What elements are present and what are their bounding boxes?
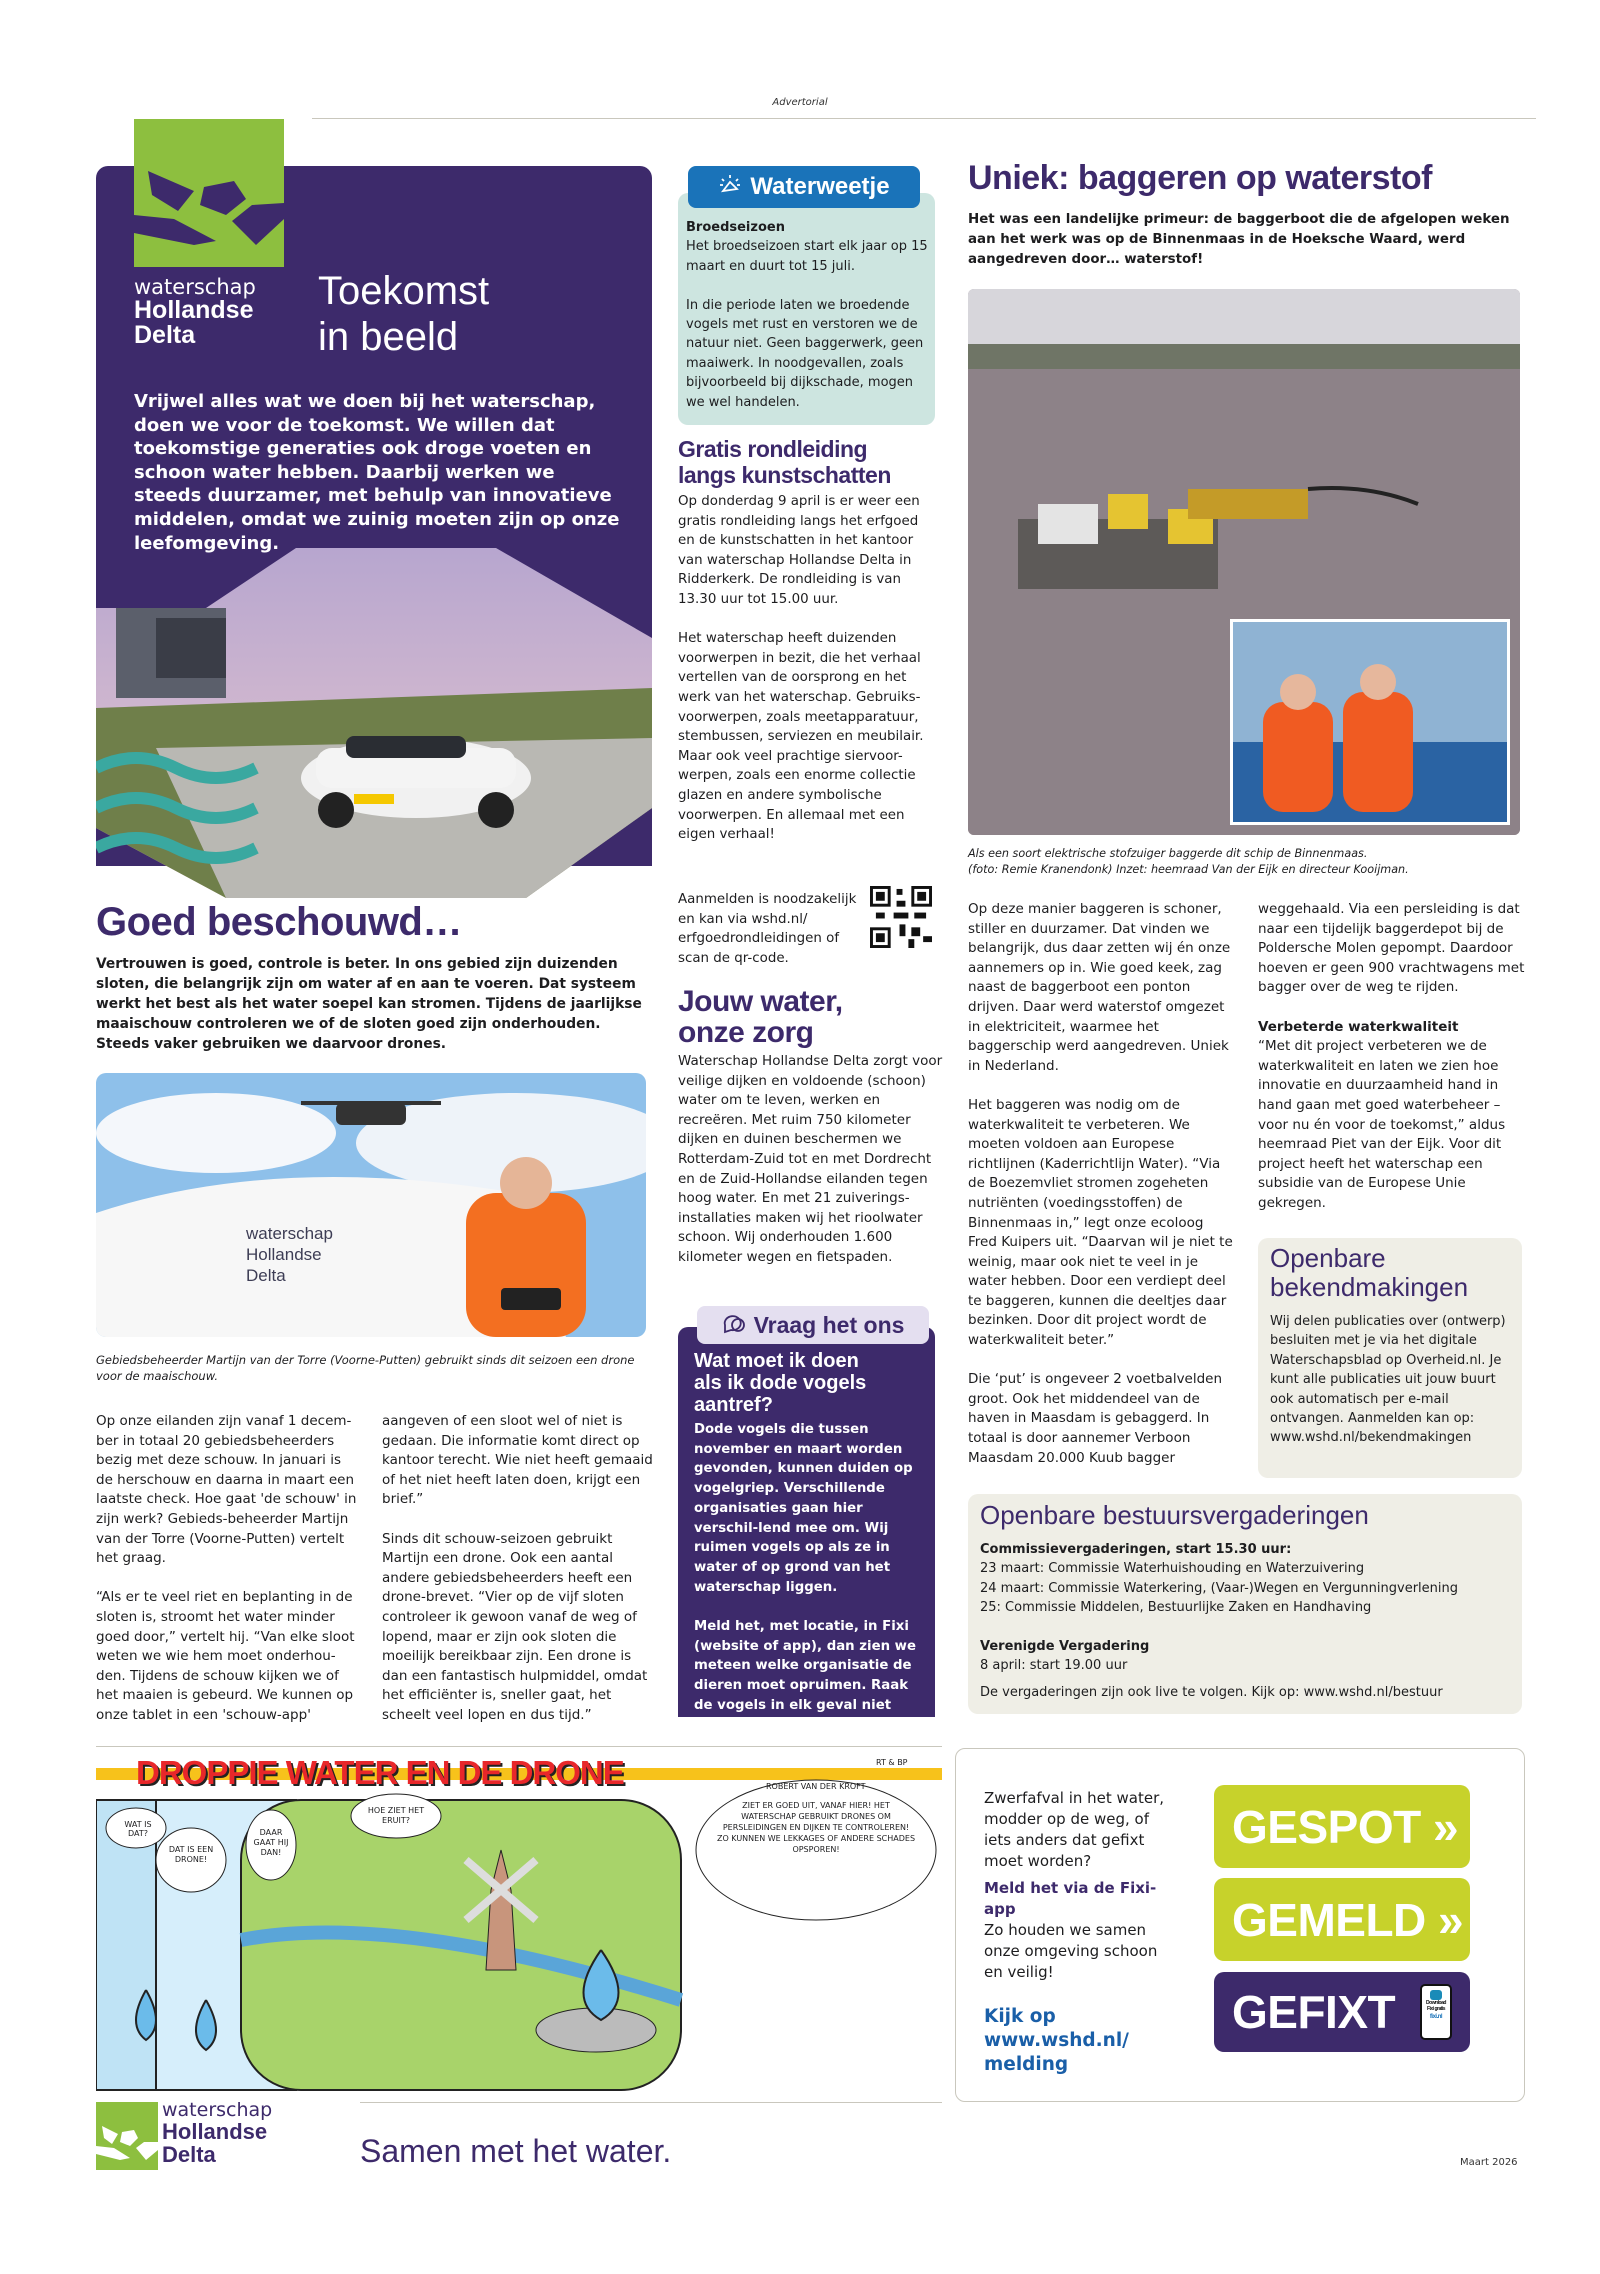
wordmark-line2: Hollandse xyxy=(134,296,254,324)
vv-line: 8 april: start 19.00 uur xyxy=(980,1658,1128,1674)
drone-photo xyxy=(96,1073,646,1337)
goed-beschouwd-column-1: Op onze eilanden zijn vanaf 1 decem-ber in totaal 20 gebiedsbeheerders bezig met deze schouw. In januari is de herschouw en daarna in maart een laatste check. Hoe gaat 'de schouw' in zijn werk? Gebieds-beheerder Martijn van der Torre (Voorne-Putten) vertelt het graag. “Als er te veel riet en beplanting in de sloten is, stroomt het water minder goed door,” vertelt hij. “Van elke sloot weten we wie hem moet onderhou-den. Tijdens de schouw kijken we of het maaien is gebeurd. We kunnen op onze tablet in een 'schouw-app' xyxy=(96,1413,357,1723)
comic-strip xyxy=(96,1750,942,2100)
speech-bubble: DAAR GAAT HIJ DAN! xyxy=(253,1828,289,1857)
uniek-subhead: Verbeterde waterkwaliteit xyxy=(1258,1018,1459,1035)
gespot-button[interactable]: GESPOT » xyxy=(1214,1785,1470,1868)
vraag-het-ons-answer: Dode vogels die tussen november en maart worden gevonden, kunnen duiden op vogelgriep. Verschillende organisaties gaan hier verschil-lend mee om. Wij ruimen vogels op als ze in water of op grond van het waterschap liggen. Meld het, met locatie, in Fixi (website of app), dan zien we meteen welke organisatie de dieren moet opruimen. Raak de vogels in elk geval niet aan. xyxy=(694,1422,916,1733)
chat-bubbles-icon xyxy=(722,1311,748,1339)
comic-credit-author: ROBERT VAN DER KROFT xyxy=(766,1782,866,1791)
footer-wordmark-line1: waterschap xyxy=(162,2099,273,2121)
bestuursvergaderingen-title: Openbare bestuursvergaderingen xyxy=(980,1500,1369,1530)
comic-title: DROPPIE WATER EN DE DRONE xyxy=(136,1754,624,1791)
commissie-item: 25: Commissie Middelen, Bestuurlijke Zaken en Handhaving xyxy=(980,1600,1372,1616)
wordmark-line1: waterschap xyxy=(134,275,256,299)
commissie-item: 23 maart: Commissie Waterhuishouding en Waterzuivering xyxy=(980,1561,1365,1577)
vraag-het-ons-question: Wat moet ik doen als ik dode vogels aantref? xyxy=(694,1350,867,1416)
vv-heading: Verenigde Vergadering xyxy=(980,1638,1150,1654)
van-logo-text: waterschap Hollandse Delta xyxy=(246,1224,333,1285)
uniek-column-1: Op deze manier baggeren is schoner, stiller en duurzamer. Dat vinden we belangrijk, dus daar zetten wij én onze aannemers op in. Wie goed keek, zag naast de baggerboot een ponton drijven. Daar werd waterstof omgezet in elektriciteit, waarmee het baggerschip werd aangedreven. Uniek in Nederland. Het baggeren was nodig om de waterkwaliteit te verbeteren. We moeten voldoen aan Europese richtlijnen (Kaderrichtlijn Water). “Via de Boezemvliet stromen zogeheten nutriënten (voedingsstoffen) de Binnenmaas in,” legt onze ecoloog Fred Kuipers uit. “Daarvan wil je niet te weinig, maar ook niet te veel in je water hebben. Door een verdiept deel te baggeren, kunnen die deeltjes daar bezinken. Door dit project wordt de waterkwaliteit beter.” Die ‘put’ is ongeveer 2 voetbalvelden groot. Ook het middendeel van de haven in Maasdam is gebaggerd. In totaal is door aannemer Verboon Maasdam 20.000 Kuub bagger xyxy=(968,901,1233,1466)
uniek-col2-paragraph-2: “Met dit project verbeteren we de waterkwaliteit en laten we zien hoe innovatie en duurzaamheid hand in hand gaan met goed waterbeheer – voor nu én voor de toekomst,” aldus heemraad Piet van der Eijk. Voor dit project heeft het waterschap een subsidie van de Europese Unie gekregen. xyxy=(1258,1038,1506,1211)
footer-wordmark xyxy=(162,2100,272,2166)
rondleiding-body: Op donderdag 9 april is er weer een gratis rondleiding langs het erfgoed en de kunstschatten in het kantoor van waterschap Hollandse Delta in Ridderkerk. De rondleiding is van 13.30 uur tot 15.00 uur. Het waterschap heeft duizenden voorwerpen in bezit, die het verhaal vertellen van de oorsprong en het werk van het waterschap. Gebruiks-voorwerpen, zoals meetapparatuur, stembussen, serviezen en meubilair. Maar ook veel prachtige siervoor-werpen, zoals een enorme collectie glazen en andere symbolische voorwerpen. En allemaal met een eigen verhaal! xyxy=(678,494,924,843)
footer-logo-icon xyxy=(96,2102,158,2170)
waterweetje-label: Waterweetje xyxy=(750,173,890,200)
megaphone-icon xyxy=(718,173,742,201)
fixi-meld-body: Zo houden we samen onze omgeving schoon en veilig! xyxy=(984,1921,1158,1981)
commissie-heading: Commissievergaderingen, start 15.30 uur: xyxy=(980,1542,1292,1557)
waterweetje-subtitle: Broedseizoen xyxy=(686,220,785,235)
live-stream-note: De vergaderingen zijn ook live te volgen. Kijk op: www.wshd.nl/bestuur xyxy=(980,1685,1443,1701)
uniek-intro: Het was een landelijke primeur: de baggerboot die de afgelopen weken aan het werk was op de Binnenmaas in de Hoeksche Waard, werd aangedreven door… waterstof! xyxy=(968,212,1510,267)
uniek-col2-paragraph-1: weggehaald. Via een persleiding is dat naar een tijdelijk baggerdepot bij de Poldersche Molen gepompt. Daardoor hoeven er geen 900 vrachtwagens met bagger over de weg te rijden. xyxy=(1258,901,1525,996)
goed-beschouwd-title: Goed beschouwd… xyxy=(96,900,462,944)
uniek-title: Uniek: baggeren op waterstof xyxy=(968,159,1432,197)
speech-bubble: WAT IS DAT? xyxy=(124,1820,152,1838)
phone-app-icon xyxy=(1420,1984,1452,2040)
waterweetje-tab xyxy=(688,166,920,208)
vraag-het-ons-tab xyxy=(697,1306,929,1344)
gefixt-label: GEFIXT xyxy=(1232,1986,1396,2038)
drone-photo-caption: Gebiedsbeheerder Martijn van der Torre (Voorne-Putten) gebruikt sinds dit seizoen een drone voor de maaischouw. xyxy=(96,1353,635,1383)
issue-date: Maart 2026 xyxy=(1460,2157,1518,2168)
fixi-meld-heading: Meld het via de Fixi-app xyxy=(984,1879,1157,1918)
brand-wordmark xyxy=(134,276,256,348)
hero-intro: Vrijwel alles wat we doen bij het waterschap, doen we voor de toekomst. We willen dat toekomstige generaties ook droge voeten en schoon water hebben. Daarbij werken we steeds duurzamer, met behulp van innovatieve middelen, omdat we zuinig moeten zijn op onze leefomgeving. xyxy=(134,391,620,554)
wordmark-line3: Delta xyxy=(134,321,196,349)
brand-logo-icon xyxy=(134,119,284,267)
waterweetje-text: Het broedseizoen start elk jaar op 15 maart en duurt tot 15 juli. In die periode laten we broedende vogels met rust en verstoren we de natuur niet. Geen baggerwerk, geen maaiwerk. In noodgevallen, zoals bijvoorbeeld bij dijkschade, mogen we wel handelen. xyxy=(686,239,928,410)
speech-bubble: ZIET ER GOED UIT, VANAF HIER! HET WATERSCHAP GEBRUIKT DRONES OM PERSLEIDINGEN EN DIJKEN TE CONTROLEREN! ZO KUNNEN WE LEKKAGES OF ANDERE SCHADES OPSPOREN! xyxy=(716,1801,916,1854)
uniek-column-2 xyxy=(1258,900,1533,1214)
fixi-text xyxy=(984,1788,1174,2077)
bekendmakingen-title: Openbare bekendmakingen xyxy=(1270,1243,1469,1302)
rondleiding-signup: Aanmelden is noodzakelijk en kan via wshd.nl/ erfgoedrondleidingen of scan de qr-code. xyxy=(678,892,857,966)
speech-bubble: DAT IS EEN DRONE! xyxy=(168,1845,214,1864)
comic-divider xyxy=(96,1746,942,1747)
top-divider xyxy=(312,118,1536,119)
boat-photo-caption: Als een soort elektrische stofzuiger baggerde dit schip de Binnenmaas. (foto: Remie Kranendonk) Inzet: heemraad Van der Eijk en directeur Kooijman. xyxy=(968,847,1409,876)
comic-credit-initials: RT & BP xyxy=(876,1758,908,1767)
commissie-item: 24 maart: Commissie Waterkering, (Vaar-)Wegen en Vergunningverlening xyxy=(980,1580,1458,1596)
inset-photo-people xyxy=(1230,619,1510,825)
goed-beschouwd-intro: Vertrouwen is goed, controle is beter. In ons gebied zijn duizenden sloten, die belangrijk zijn om water af en aan te voeren. Dat systeem werkt het best als het water soepel kan stromen. Tijdens de jaarlijkse maaischouw controleren we of de sloten goed zijn onderhouden. Steeds vaker gebruiken we daarvoor drones. xyxy=(96,956,642,1052)
jouw-water-title: Jouw water, onze zorg xyxy=(678,985,843,1049)
footer-wordmark-line2: Hollandse xyxy=(162,2119,268,2144)
phone-download-text: Download xyxy=(1426,2000,1446,2006)
hero-photo-electric-car xyxy=(96,548,652,898)
hero-title: Toekomst in beeld xyxy=(318,269,490,359)
footer-slogan: Samen met het water. xyxy=(360,2133,672,2169)
phone-url: fixi.nl xyxy=(1429,2014,1443,2020)
advertorial-label: Advertorial xyxy=(772,97,828,108)
goed-beschouwd-column-2: aangeven of een sloot wel of niet is gedaan. Die informatie komt direct op kantoor terecht. Wie niet heeft gemaaid of het niet heeft laten doen, krijgt een brief.” Sinds dit schouw-seizoen gebruikt Martijn een drone. Ook een aantal andere gebiedsbeheerders heeft een drone-brevet. “Vier op de vijf sloten controleer ik gewoon vanaf de weg of lopend, maar er zijn ook sloten die moeilijk bereikbaar zijn. Een drone is dan een fantastisch hulpmiddel, omdat het efficiënter is, sneller gaat, het scheelt veel lopen en dus tijd.” xyxy=(382,1413,653,1723)
fixi-app-icon xyxy=(1430,1990,1442,2000)
fixi-intro: Zwerfafval in het water, modder op de weg, of iets anders dat gefixt moet worden? xyxy=(984,1789,1165,1870)
dredging-boat-photo xyxy=(968,289,1520,835)
bestuursvergaderingen-body xyxy=(980,1540,1510,1703)
qr-code-icon[interactable] xyxy=(870,886,932,948)
rondleiding-title: Gratis rondleiding langs kunstschatten xyxy=(678,436,891,488)
bekendmakingen-body: Wij delen publicaties over (ontwerp) besluiten met je via het digitale Waterschapsblad op Overheid.nl. Je kunt alle publicaties uit jouw buurt ook automatisch per e-mail ontvangen. Aanmelden kan op: www.wshd.nl/bekendmakingen xyxy=(1270,1314,1506,1446)
gefixt-button[interactable] xyxy=(1214,1972,1470,2052)
footer-wordmark-line3: Delta xyxy=(162,2142,216,2167)
vraag-het-ons-label: Vraag het ons xyxy=(753,1311,905,1338)
phone-free-text: Fixi gratis xyxy=(1426,2006,1446,2012)
gemeld-button[interactable]: GEMELD » xyxy=(1214,1878,1470,1961)
fixi-link[interactable]: Kijk op www.wshd.nl/ melding xyxy=(984,2006,1129,2075)
waterweetje-body xyxy=(686,218,931,412)
speech-bubble: HOE ZIET HET ERUIT? xyxy=(367,1806,425,1825)
jouw-water-body: Waterschap Hollandse Delta zorgt voor veilige dijken en voldoende (schoon) water om te leven, werken en recreëren. Met ruim 750 kilometer dijken en duinen beschermen we Rotterdam-Zuid tot en met Dordrecht en de Zuid-Hollandse eilanden tegen hoog water. En met 21 zuiverings-installaties maken wij het rioolwater schoon. Wij onderhouden 1.600 kilometer wegen en fietspaden. xyxy=(678,1053,943,1265)
footer-divider xyxy=(360,2102,942,2103)
